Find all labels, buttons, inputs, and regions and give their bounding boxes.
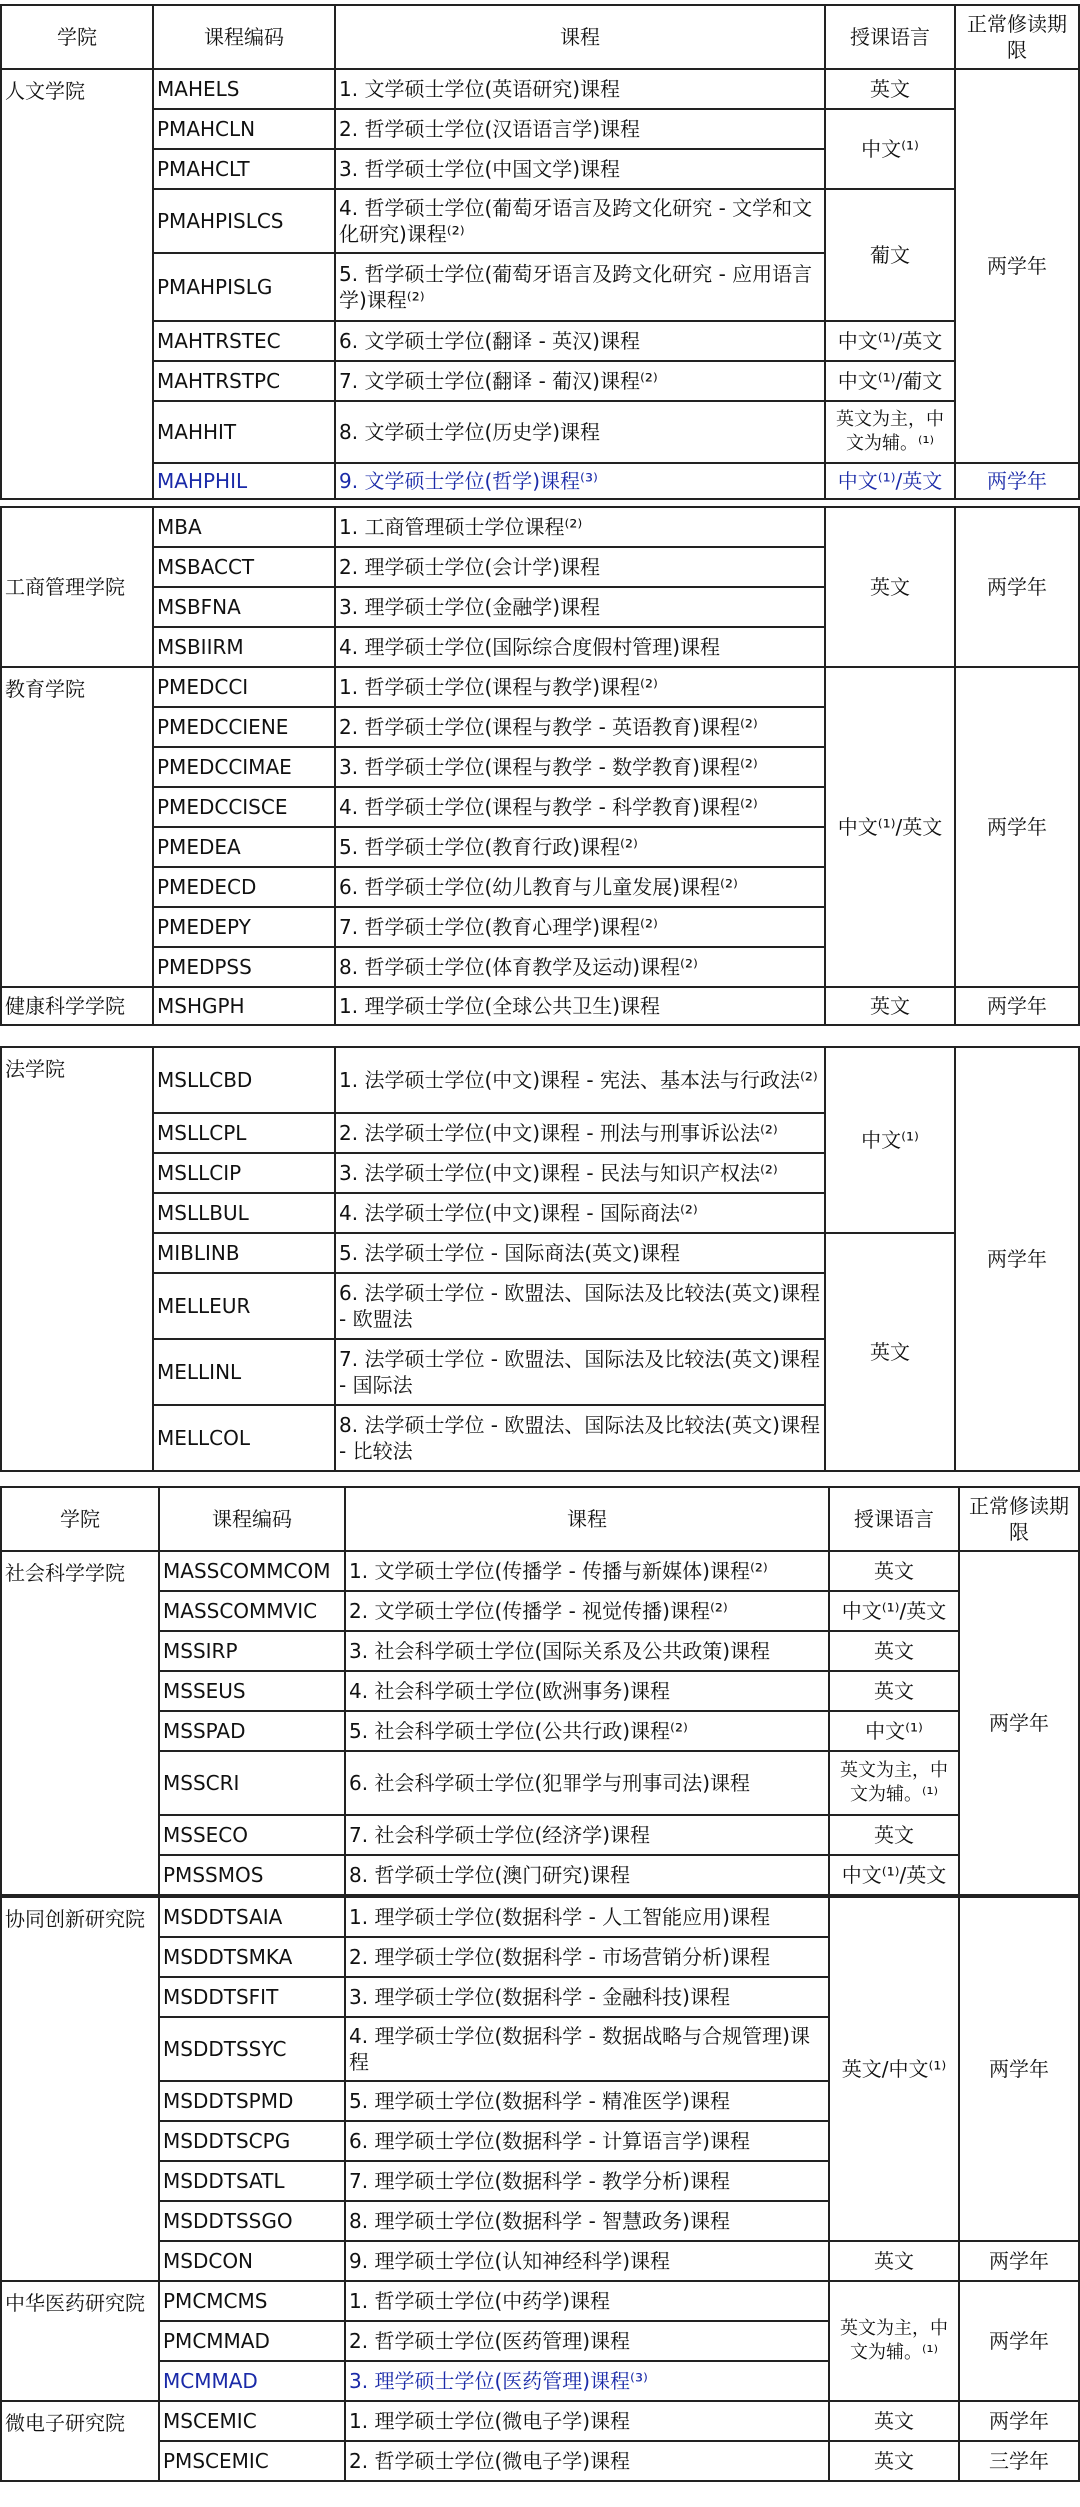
course-code: MSCEMIC (159, 2401, 345, 2441)
course-title: 9. 文学硕士学位(哲学)课程⁽³⁾ (335, 463, 825, 499)
programme-table-e (0, 1896, 1080, 2482)
table-row (1, 2281, 1079, 2321)
course-code: MSDDTSATL (159, 2161, 345, 2201)
table-row (1, 189, 1079, 253)
course-title: 8. 哲学硕士学位(体育教学及运动)课程⁽²⁾ (335, 947, 825, 987)
course-code: MELLINL (153, 1339, 335, 1405)
table-header-row (1, 1487, 1079, 1551)
table-row (1, 1815, 1079, 1855)
course-title: 6. 法学硕士学位 - 欧盟法、国际法及比较法(英文)课程 - 欧盟法 (335, 1273, 825, 1339)
course-title: 5. 法学硕士学位 - 国际商法(英文)课程 (335, 1233, 825, 1273)
course-code: MAHELS (153, 69, 335, 109)
study-period: 两学年 (959, 2241, 1079, 2281)
course-title: 6. 社会科学硕士学位(犯罪学与刑事司法)课程 (345, 1751, 829, 1815)
course-code: PMEDCCIENE (153, 707, 335, 747)
course-code: PMAHPISLG (153, 253, 335, 321)
course-code: MSLLCPL (153, 1113, 335, 1153)
school-name: 健康科学学院 (1, 987, 153, 1025)
course-code: PMEDCCIMAE (153, 747, 335, 787)
teaching-language: 英文 (825, 987, 955, 1025)
course-title: 7. 理学硕士学位(数据科学 - 教学分析)课程 (345, 2161, 829, 2201)
teaching-language: 英文 (829, 2441, 959, 2481)
header-course: 课程 (335, 5, 825, 69)
table-row (1, 321, 1079, 361)
course-title: 5. 社会科学硕士学位(公共行政)课程⁽²⁾ (345, 1711, 829, 1751)
course-title: 1. 文学硕士学位(英语研究)课程 (335, 69, 825, 109)
study-period: 两学年 (959, 2401, 1079, 2441)
teaching-language: 英文 (825, 1233, 955, 1471)
course-code: PMCMMAD (159, 2321, 345, 2361)
teaching-language: 英文 (825, 69, 955, 109)
course-code: MSSPAD (159, 1711, 345, 1751)
teaching-language: 中文⁽¹⁾ (825, 1047, 955, 1233)
course-title: 4. 哲学硕士学位(课程与教学 - 科学教育)课程⁽²⁾ (335, 787, 825, 827)
table-row (1, 1591, 1079, 1631)
study-period: 两学年 (959, 1897, 1079, 2241)
table-row (1, 1671, 1079, 1711)
course-code: MSSCRI (159, 1751, 345, 1815)
table-row (1, 109, 1079, 149)
table-row (1, 667, 1079, 707)
table-row (1, 1711, 1079, 1751)
course-code: PMEDECD (153, 867, 335, 907)
course-code: MSDCON (159, 2241, 345, 2281)
course-code: PMEDPSS (153, 947, 335, 987)
course-code: PMAHCLN (153, 109, 335, 149)
programme-table-c (0, 1046, 1080, 1472)
course-code: PMAHCLT (153, 149, 335, 189)
course-title: 2. 文学硕士学位(传播学 - 视觉传播)课程⁽²⁾ (345, 1591, 829, 1631)
teaching-language: 英文为主，中文为辅。⁽¹⁾ (829, 2281, 959, 2401)
course-title: 6. 文学硕士学位(翻译 - 英汉)课程 (335, 321, 825, 361)
study-period: 三学年 (959, 2441, 1079, 2481)
table-row (1, 1855, 1079, 1895)
teaching-language: 中文⁽¹⁾/英文 (825, 667, 955, 987)
table-row (1, 69, 1079, 109)
course-title: 4. 社会科学硕士学位(欧洲事务)课程 (345, 1671, 829, 1711)
table-row (1, 1047, 1079, 1113)
school-name: 中华医药研究院 (1, 2281, 159, 2401)
course-title: 1. 理学硕士学位(全球公共卫生)课程 (335, 987, 825, 1025)
course-title: 4. 哲学硕士学位(葡萄牙语言及跨文化研究 - 文学和文化研究)课程⁽²⁾ (335, 189, 825, 253)
table-row (1, 361, 1079, 401)
course-code: MSLLCBD (153, 1047, 335, 1113)
course-code: MSLLBUL (153, 1193, 335, 1233)
course-title: 1. 哲学硕士学位(中药学)课程 (345, 2281, 829, 2321)
course-title: 2. 哲学硕士学位(微电子学)课程 (345, 2441, 829, 2481)
school-name: 教育学院 (1, 667, 153, 987)
course-code: MSBFNA (153, 587, 335, 627)
header-lang: 授课语言 (825, 5, 955, 69)
course-title: 1. 文学硕士学位(传播学 - 传播与新媒体)课程⁽²⁾ (345, 1551, 829, 1591)
table-row (1, 507, 1079, 547)
programme-table-a (0, 4, 1080, 500)
course-title: 9. 理学硕士学位(认知神经科学)课程 (345, 2241, 829, 2281)
course-title: 3. 理学硕士学位(数据科学 - 金融科技)课程 (345, 1977, 829, 2017)
course-title: 7. 文学硕士学位(翻译 - 葡汉)课程⁽²⁾ (335, 361, 825, 401)
study-period: 两学年 (955, 69, 1079, 463)
course-code: MSSIRP (159, 1631, 345, 1671)
course-title: 7. 法学硕士学位 - 欧盟法、国际法及比较法(英文)课程 - 国际法 (335, 1339, 825, 1405)
course-title: 4. 理学硕士学位(数据科学 - 数据战略与合规管理)课程 (345, 2017, 829, 2081)
teaching-language: 英文 (825, 507, 955, 667)
header-lang: 授课语言 (829, 1487, 959, 1551)
course-code: MSSECO (159, 1815, 345, 1855)
header-course: 课程 (345, 1487, 829, 1551)
course-code: MIBLINB (153, 1233, 335, 1273)
teaching-language: 英文/中文⁽¹⁾ (829, 1897, 959, 2241)
teaching-language: 英文为主，中文为辅。⁽¹⁾ (825, 401, 955, 463)
teaching-language: 英文为主，中文为辅。⁽¹⁾ (829, 1751, 959, 1815)
course-title: 2. 哲学硕士学位(汉语语言学)课程 (335, 109, 825, 149)
course-code: MAHPHIL (153, 463, 335, 499)
study-period: 两学年 (955, 1047, 1079, 1471)
course-title: 3. 哲学硕士学位(中国文学)课程 (335, 149, 825, 189)
course-code: MASSCOMMVIC (159, 1591, 345, 1631)
header-period: 正常修读期限 (959, 1487, 1079, 1551)
school-name: 人文学院 (1, 69, 153, 499)
teaching-language: 英文 (829, 2241, 959, 2281)
study-period: 两学年 (955, 507, 1079, 667)
course-code: MCMMAD (159, 2361, 345, 2401)
course-title: 1. 理学硕士学位(数据科学 - 人工智能应用)课程 (345, 1897, 829, 1937)
programme-table-b (0, 506, 1080, 1026)
course-code: MSDDTSAIA (159, 1897, 345, 1937)
course-code: MSDDTSPMD (159, 2081, 345, 2121)
course-code: MAHTRSTPC (153, 361, 335, 401)
course-title: 1. 哲学硕士学位(课程与教学)课程⁽²⁾ (335, 667, 825, 707)
course-title: 5. 哲学硕士学位(葡萄牙语言及跨文化研究 - 应用语言学)课程⁽²⁾ (335, 253, 825, 321)
teaching-language: 英文 (829, 1631, 959, 1671)
teaching-language: 中文⁽¹⁾ (829, 1711, 959, 1751)
course-code: MASSCOMMCOM (159, 1551, 345, 1591)
course-title: 6. 哲学硕士学位(幼儿教育与儿童发展)课程⁽²⁾ (335, 867, 825, 907)
course-code: PMEDEPY (153, 907, 335, 947)
table-row (1, 401, 1079, 463)
course-code: MSDDTSFIT (159, 1977, 345, 2017)
study-period: 两学年 (955, 667, 1079, 987)
school-name: 法学院 (1, 1047, 153, 1471)
course-code: MSDDTSMKA (159, 1937, 345, 1977)
header-code: 课程编码 (159, 1487, 345, 1551)
teaching-language: 中文⁽¹⁾ (825, 109, 955, 189)
course-code: MSBACCT (153, 547, 335, 587)
table-row (1, 1751, 1079, 1815)
study-period: 两学年 (955, 463, 1079, 499)
school-name: 微电子研究院 (1, 2401, 159, 2481)
course-title: 5. 哲学硕士学位(教育行政)课程⁽²⁾ (335, 827, 825, 867)
header-school: 学院 (1, 5, 153, 69)
teaching-language: 中文⁽¹⁾/英文 (825, 463, 955, 499)
header-school: 学院 (1, 1487, 159, 1551)
course-code: PMCMCMS (159, 2281, 345, 2321)
course-title: 5. 理学硕士学位(数据科学 - 精准医学)课程 (345, 2081, 829, 2121)
teaching-language: 中文⁽¹⁾/葡文 (825, 361, 955, 401)
teaching-language: 中文⁽¹⁾/英文 (825, 321, 955, 361)
course-title: 2. 法学硕士学位(中文)课程 - 刑法与刑事诉讼法⁽²⁾ (335, 1113, 825, 1153)
table-row (1, 463, 1079, 499)
course-title: 1. 法学硕士学位(中文)课程 - 宪法、基本法与行政法⁽²⁾ (335, 1047, 825, 1113)
header-period: 正常修读期限 (955, 5, 1079, 69)
course-title: 3. 社会科学硕士学位(国际关系及公共政策)课程 (345, 1631, 829, 1671)
course-title: 3. 法学硕士学位(中文)课程 - 民法与知识产权法⁽²⁾ (335, 1153, 825, 1193)
course-code: MAHTRSTEC (153, 321, 335, 361)
course-title: 2. 理学硕士学位(数据科学 - 市场营销分析)课程 (345, 1937, 829, 1977)
table-row (1, 1233, 1079, 1273)
course-code: MSDDTSSGO (159, 2201, 345, 2241)
study-period: 两学年 (959, 1551, 1079, 1895)
course-code: MBA (153, 507, 335, 547)
study-period: 两学年 (959, 2281, 1079, 2401)
table-header-row (1, 5, 1079, 69)
course-code: MSBIIRM (153, 627, 335, 667)
course-title: 6. 理学硕士学位(数据科学 - 计算语言学)课程 (345, 2121, 829, 2161)
course-code: MSDDTSSYC (159, 2017, 345, 2081)
course-code: PMSCEMIC (159, 2441, 345, 2481)
course-code: PMEDCCI (153, 667, 335, 707)
header-code: 课程编码 (153, 5, 335, 69)
course-code: PMEDEA (153, 827, 335, 867)
course-title: 7. 社会科学硕士学位(经济学)课程 (345, 1815, 829, 1855)
course-title: 7. 哲学硕士学位(教育心理学)课程⁽²⁾ (335, 907, 825, 947)
programme-table-d (0, 1486, 1080, 1896)
teaching-language: 英文 (829, 1551, 959, 1591)
course-code: MSDDTSCPG (159, 2121, 345, 2161)
table-row (1, 1897, 1079, 1937)
table-row (1, 1551, 1079, 1591)
teaching-language: 中文⁽¹⁾/英文 (829, 1591, 959, 1631)
course-title: 2. 理学硕士学位(会计学)课程 (335, 547, 825, 587)
table-row (1, 2441, 1079, 2481)
course-title: 3. 理学硕士学位(金融学)课程 (335, 587, 825, 627)
course-code: MELLCOL (153, 1405, 335, 1471)
course-code: MAHHIT (153, 401, 335, 463)
teaching-language: 葡文 (825, 189, 955, 321)
table-row (1, 2241, 1079, 2281)
course-title: 4. 法学硕士学位(中文)课程 - 国际商法⁽²⁾ (335, 1193, 825, 1233)
teaching-language: 中文⁽¹⁾/英文 (829, 1855, 959, 1895)
study-period: 两学年 (955, 987, 1079, 1025)
course-title: 3. 理学硕士学位(医药管理)课程⁽³⁾ (345, 2361, 829, 2401)
course-code: PMAHPISLCS (153, 189, 335, 253)
course-title: 2. 哲学硕士学位(医药管理)课程 (345, 2321, 829, 2361)
course-code: MSSEUS (159, 1671, 345, 1711)
table-row (1, 987, 1079, 1025)
teaching-language: 英文 (829, 1815, 959, 1855)
course-code: MELLEUR (153, 1273, 335, 1339)
course-title: 8. 法学硕士学位 - 欧盟法、国际法及比较法(英文)课程 - 比较法 (335, 1405, 825, 1471)
course-title: 8. 理学硕士学位(数据科学 - 智慧政务)课程 (345, 2201, 829, 2241)
school-name: 工商管理学院 (1, 507, 153, 667)
course-code: PMSSMOS (159, 1855, 345, 1895)
teaching-language: 英文 (829, 1671, 959, 1711)
table-row (1, 2401, 1079, 2441)
course-title: 8. 哲学硕士学位(澳门研究)课程 (345, 1855, 829, 1895)
course-code: MSHGPH (153, 987, 335, 1025)
school-name: 协同创新研究院 (1, 1897, 159, 2281)
table-row (1, 1631, 1079, 1671)
teaching-language: 英文 (829, 2401, 959, 2441)
course-title: 4. 理学硕士学位(国际综合度假村管理)课程 (335, 627, 825, 667)
course-title: 8. 文学硕士学位(历史学)课程 (335, 401, 825, 463)
course-title: 1. 理学硕士学位(微电子学)课程 (345, 2401, 829, 2441)
school-name: 社会科学学院 (1, 1551, 159, 1895)
course-title: 1. 工商管理硕士学位课程⁽²⁾ (335, 507, 825, 547)
course-title: 2. 哲学硕士学位(课程与教学 - 英语教育)课程⁽²⁾ (335, 707, 825, 747)
course-code: MSLLCIP (153, 1153, 335, 1193)
course-title: 3. 哲学硕士学位(课程与教学 - 数学教育)课程⁽²⁾ (335, 747, 825, 787)
course-code: PMEDCCISCE (153, 787, 335, 827)
